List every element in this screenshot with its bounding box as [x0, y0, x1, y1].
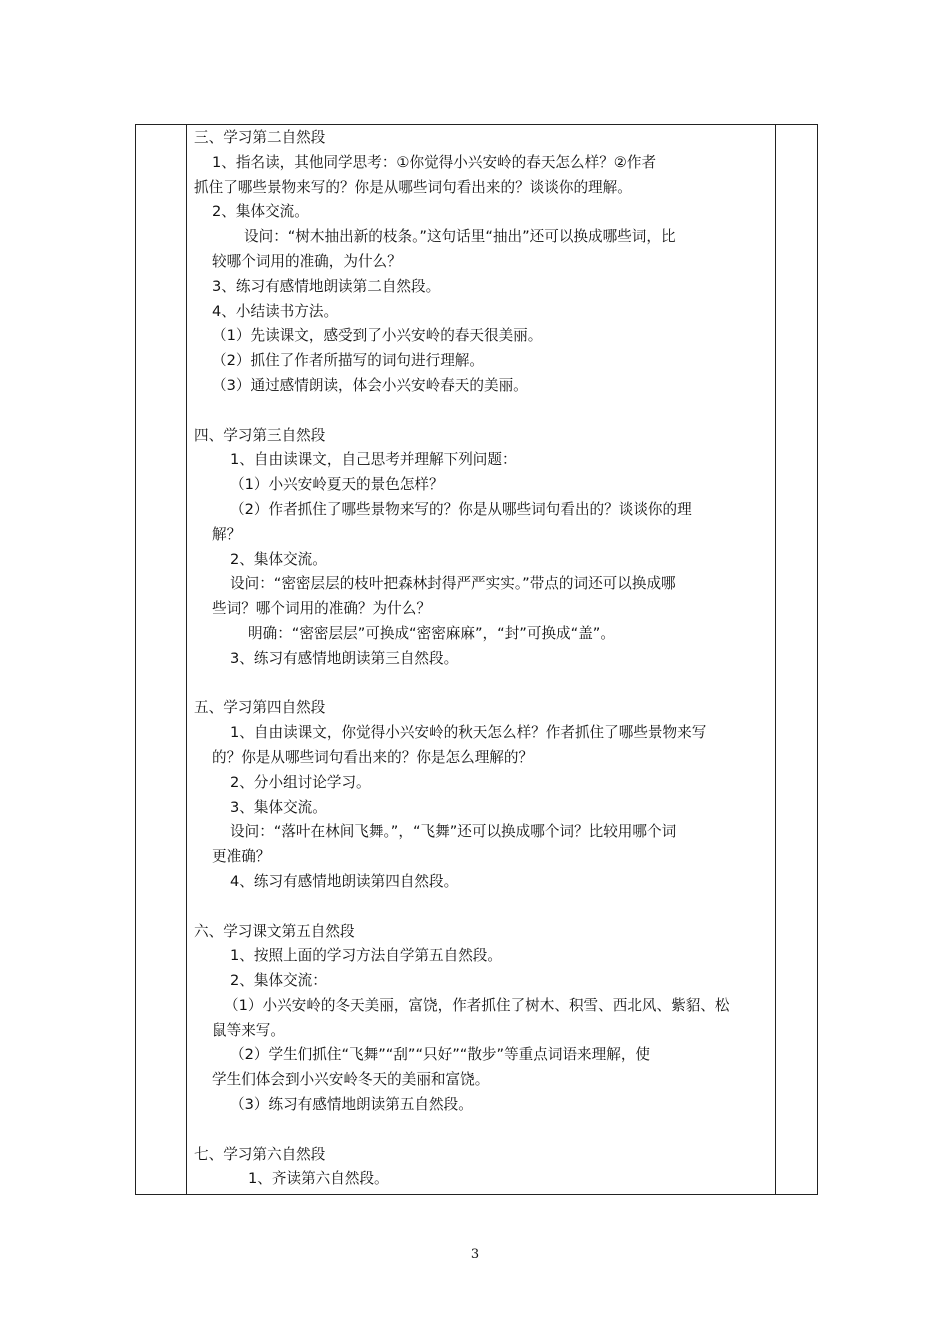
section-line: 1、按照上面的学习方法自学第五自然段。 [230, 947, 502, 965]
section-heading: 五、学习第四自然段 [194, 699, 326, 717]
section-line: 解？ [212, 525, 242, 543]
section-line: 设问：“密密层层的枝叶把森林封得严严实实。”带点的词还可以换成哪 [230, 575, 676, 593]
table-column-divider-left [186, 125, 187, 1194]
section-line: 1、自由读课文，你觉得小兴安岭的秋天怎么样？作者抓住了哪些景物来写 [230, 724, 707, 742]
section-line: （1）先读课文，感受到了小兴安岭的春天很美丽。 [212, 327, 543, 345]
section-line: （2）学生们抓住“飞舞”“刮”“只好”“散步”等重点词语来理解，使 [230, 1046, 651, 1064]
section-line: 较哪个词用的准确，为什么？ [212, 252, 402, 270]
section-line: （3）练习有感情地朗读第五自然段。 [230, 1096, 473, 1114]
section-line: 抓住了哪些景物来写的？你是从哪些词句看出来的？谈谈你的理解。 [194, 178, 632, 196]
section-line: （1）小兴安岭夏天的景色怎样？ [230, 476, 444, 494]
section-line: 3、练习有感情地朗读第三自然段。 [230, 649, 459, 667]
section-heading: 七、学习第六自然段 [194, 1145, 326, 1163]
section-line: （1）小兴安岭的冬天美丽，富饶，作者抓住了树木、积雪、西北风、紫貂、松 [224, 996, 730, 1014]
section-line: 1、自由读课文，自己思考并理解下列问题： [230, 451, 517, 469]
section-line: 鼠等来写。 [212, 1021, 285, 1039]
section-line: 3、练习有感情地朗读第二自然段。 [212, 277, 441, 295]
section-line: 明确：“密密层层”可换成“密密麻麻”，“封”可换成“盖”。 [248, 624, 615, 642]
section-line: 的？你是从哪些词句看出来的？你是怎么理解的？ [212, 748, 534, 766]
table-column-divider-right [775, 125, 776, 1194]
section-line: 2、集体交流： [230, 972, 327, 990]
section-line: 2、分小组讨论学习。 [230, 773, 371, 791]
section-line: 更准确？ [212, 848, 271, 866]
section-heading: 四、学习第三自然段 [194, 426, 326, 444]
section-line: 学生们体会到小兴安岭冬天的美丽和富饶。 [212, 1071, 490, 1089]
section-line: 设问：“落叶在林间飞舞。”，“飞舞”还可以换成哪个词？比较用哪个词 [230, 823, 677, 841]
section-line: 2、集体交流。 [212, 203, 309, 221]
section-line: 2、集体交流。 [230, 550, 327, 568]
lesson-content [194, 126, 774, 1192]
section-heading: 三、学习第二自然段 [194, 129, 326, 146]
section-line: 设问：“树木抽出新的枝条。”这句话里“抽出”还可以换成哪些词，比 [244, 228, 676, 246]
page-number: 3 [470, 1247, 480, 1262]
section-line: （2）作者抓住了哪些景物来写的？你是从哪些词句看出的？谈谈你的理 [230, 500, 692, 518]
section-line: 些词？哪个词用的准确？为什么？ [212, 600, 431, 618]
section-line: （3）通过感情朗读，体会小兴安岭春天的美丽。 [212, 376, 528, 394]
section-line: （2）抓住了作者所描写的词句进行理解。 [212, 352, 484, 370]
section-line: 4、练习有感情地朗读第四自然段。 [230, 872, 459, 890]
section-line: 1、齐读第六自然段。 [248, 1170, 389, 1188]
section-heading: 六、学习课文第五自然段 [194, 922, 355, 940]
section-line: 3、集体交流。 [230, 798, 327, 816]
section-line: 4、小结读书方法。 [212, 302, 339, 320]
section-line: 1、指名读，其他同学思考：①你觉得小兴安岭的春天怎么样？②作者 [212, 153, 657, 171]
